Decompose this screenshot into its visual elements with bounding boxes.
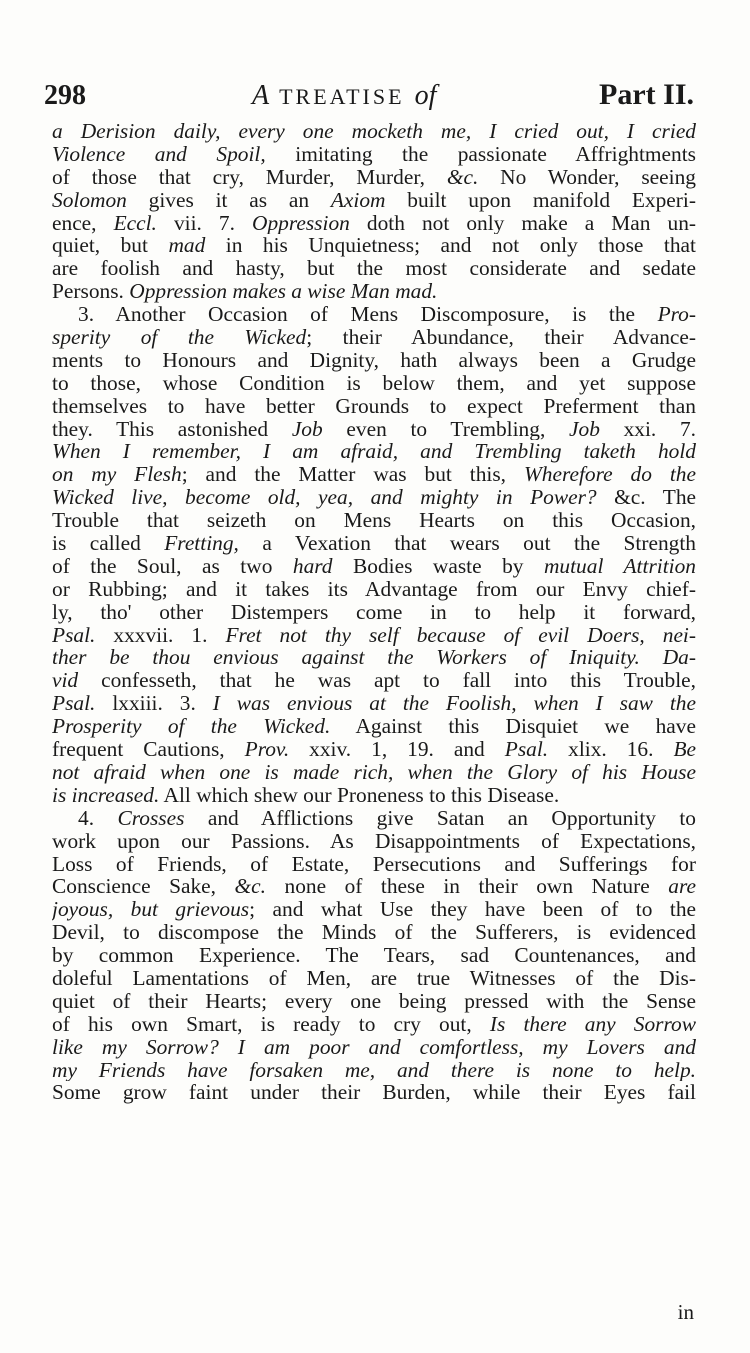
italic-run: Fret not thy self because of evil Doers, nei- — [225, 623, 696, 647]
italic-run: on my Flesh — [52, 463, 182, 487]
italic-run: my Friends have forsaken me, and there is none to help. — [52, 1058, 696, 1082]
italic-run: Solomon — [52, 188, 127, 212]
roman-run: ; and the Matter was but this, — [181, 463, 524, 487]
title-article: A — [252, 80, 270, 111]
text-line — [52, 372, 696, 395]
italic-run: When I remember, I am afraid, and Trembling taketh hold — [52, 440, 696, 464]
italic-run: Pro- — [657, 303, 696, 327]
italic-run: Prosperity of the Wicked. — [52, 715, 331, 739]
roman-run: themselves to have better Grounds to expect Preferment than — [52, 394, 696, 418]
roman-run: xxxvii. 1. — [95, 623, 226, 647]
roman-run: Some grow faint under their Burden, while their Eyes fail — [52, 1081, 696, 1105]
text-line — [52, 166, 696, 189]
text-line — [52, 1036, 696, 1059]
text-line — [52, 143, 696, 166]
italic-run: Job — [291, 417, 323, 441]
roman-run: 4. — [78, 806, 118, 830]
title-of: of — [414, 80, 437, 111]
text-line — [52, 395, 696, 418]
catchword: in — [677, 1300, 694, 1324]
italic-run: joyous, but grievous — [52, 898, 250, 922]
text-line — [52, 898, 696, 921]
italic-run: not afraid when one is made rich, when the Glory of his House — [52, 760, 696, 784]
roman-run: to those, whose Condition is below them, and yet suppose — [52, 371, 696, 395]
roman-run: confesseth, that he was apt to fall into this Trouble, — [78, 669, 696, 693]
text-line — [52, 1059, 696, 1082]
italic-run: ther be thou envious against the Workers of Iniquity. Da- — [52, 646, 696, 670]
italic-run: Wherefore do the — [523, 463, 696, 487]
roman-run: are foolish and hasty, but the most considerate and sedate — [52, 257, 696, 281]
italic-run: Wicked live, become old, yea, and mighty in Power? — [52, 486, 597, 510]
text-line — [52, 1013, 696, 1036]
roman-run: they. This astonished — [52, 417, 292, 441]
text-line — [52, 303, 696, 326]
text-line — [52, 189, 696, 212]
roman-run: is called — [52, 532, 165, 555]
roman-run: Persons. — [52, 280, 130, 304]
roman-run: &c. The — [596, 486, 696, 510]
roman-run: work upon our Passions. As Disappointments of Expectations, — [52, 829, 696, 853]
text-line — [52, 532, 696, 555]
roman-run: Against this Disquiet we have — [330, 715, 696, 739]
text-line — [52, 555, 696, 578]
italic-run: Oppression makes a wise Man mad. — [129, 280, 438, 304]
running-title — [252, 80, 436, 112]
italic-run: Psal. — [504, 738, 549, 761]
italic-run: Is there any Sorrow — [489, 1012, 696, 1036]
text-line — [52, 875, 696, 898]
text-line — [52, 578, 696, 601]
text-line — [52, 853, 696, 876]
roman-run: Devil, to discompose the Minds of the Sufferers, is evidenced — [52, 921, 696, 945]
text-line — [52, 646, 696, 669]
text-line — [52, 486, 696, 509]
italic-run: Crosses — [117, 806, 185, 830]
italic-run: Psal. — [52, 623, 96, 647]
roman-run: xxiv. 1, 19. and — [289, 738, 505, 761]
roman-run: or Rubbing; and it takes its Advantage from our Envy chief- — [52, 577, 696, 601]
roman-run: none of these in their own Nature — [266, 875, 669, 899]
roman-run: gives it as an — [126, 188, 331, 212]
roman-run: No Wonder, seeing — [478, 165, 696, 189]
italic-run: vid — [52, 669, 79, 693]
text-line — [52, 257, 696, 280]
italic-run: hard — [292, 554, 333, 578]
roman-run: xlix. 16. — [548, 738, 674, 761]
italic-run: are — [668, 875, 696, 899]
italic-run: Axiom — [330, 188, 386, 212]
part-label: Part II. — [599, 78, 694, 111]
roman-run: xxi. 7. — [599, 417, 696, 441]
text-line — [52, 692, 696, 715]
text-line — [52, 784, 696, 807]
italic-run: I was envious at the Foolish, when I saw the — [212, 692, 696, 716]
roman-run: doleful Lamentations of Men, are true Witnesses of the Dis- — [52, 966, 696, 990]
text-line — [52, 601, 696, 624]
text-line — [52, 280, 696, 303]
roman-run: ly, tho' other Distempers come in to help it forward, — [52, 600, 696, 624]
roman-run: Bodies waste by — [332, 554, 544, 578]
roman-run: of his own Smart, is ready to cry out, — [52, 1012, 490, 1036]
italic-run: Job — [569, 417, 600, 441]
italic-run: sperity of the Wicked — [52, 326, 307, 349]
italic-run: Oppression — [252, 211, 350, 235]
roman-run: frequent Cautions, — [52, 738, 245, 761]
text-line — [52, 624, 696, 647]
italic-run: mad — [168, 234, 206, 258]
roman-run: of those that cry, Murder, Murder, — [52, 165, 447, 189]
roman-run: of the Soul, as two — [52, 554, 293, 578]
text-line — [52, 234, 696, 257]
italic-run: like my Sorrow? I am poor and comfortless, my Lovers and — [52, 1035, 696, 1059]
title-treatise: TREATISE — [279, 84, 405, 109]
roman-run: ence, — [52, 211, 114, 235]
italic-run: Fretting, — [164, 532, 239, 555]
text-line — [52, 440, 696, 463]
roman-run: All which shew our Proneness to this Disease. — [159, 783, 560, 807]
text-line — [52, 990, 696, 1013]
roman-run: and Afflictions give Satan an Opportunity to — [184, 806, 696, 830]
italic-run: &c. — [446, 165, 479, 189]
italic-run: is increased. — [52, 783, 160, 807]
italic-run: Derision daily, every one mocketh me, I cried out, I cried — [80, 120, 696, 143]
text-line — [52, 967, 696, 990]
roman-run: a Vexation that wears out the Strength — [238, 532, 696, 555]
italic-run: &c. — [234, 875, 267, 899]
roman-run: vii. 7. — [156, 211, 252, 235]
roman-run: ments to Honours and Dignity, hath always been a Grudge — [52, 348, 696, 372]
text-line — [52, 761, 696, 784]
text-line — [52, 921, 696, 944]
text-line — [52, 807, 696, 830]
text-line — [52, 463, 696, 486]
roman-run: in his Unquietness; and not only those that — [205, 234, 696, 258]
roman-run: doth not only make a Man un- — [349, 211, 696, 235]
text-line — [52, 418, 696, 441]
roman-run: built upon manifold Experi- — [385, 188, 696, 212]
roman-run: lxxiii. 3. — [95, 692, 213, 716]
text-line — [52, 326, 696, 349]
italic-run: Psal. — [52, 692, 96, 716]
text-line — [52, 1081, 696, 1104]
running-header — [44, 78, 694, 122]
text-line — [52, 669, 696, 692]
page-number: 298 — [44, 80, 86, 111]
roman-run: even to Trembling, — [322, 417, 569, 441]
roman-run: Trouble that seizeth on Mens Hearts on this Occasion, — [52, 509, 696, 533]
roman-run: quiet of their Hearts; every one being pressed with the Sense — [52, 989, 696, 1013]
text-line — [52, 349, 696, 372]
italic-run: Be — [673, 738, 696, 761]
text-line — [52, 715, 696, 738]
text-line — [52, 212, 696, 235]
italic-run: Violence and Spoil, — [52, 142, 266, 166]
italic-run: mutual Attrition — [543, 554, 696, 578]
italic-run: Eccl. — [113, 211, 157, 235]
text-line — [52, 830, 696, 853]
roman-run: 3. Another Occasion of Mens Discomposure, is the — [78, 303, 658, 327]
body-text — [52, 120, 696, 1104]
text-line — [52, 120, 696, 143]
roman-run: Loss of Friends, of Estate, Persecutions and Sufferings for — [52, 852, 696, 876]
roman-run: imitating the passionate Affrightments — [265, 142, 696, 166]
roman-run: ; their Abundance, their Advance- — [306, 326, 696, 349]
roman-run: quiet, but — [52, 234, 169, 258]
text-line — [52, 944, 696, 967]
roman-run: Conscience Sake, — [52, 875, 235, 899]
roman-run: ; and what Use they have been of to the — [249, 898, 696, 922]
italic-run: a — [52, 120, 81, 143]
text-line — [52, 738, 696, 761]
roman-run: by common Experience. The Tears, sad Countenances, and — [52, 944, 696, 967]
text-line — [52, 509, 696, 532]
italic-run: Prov. — [244, 738, 290, 761]
